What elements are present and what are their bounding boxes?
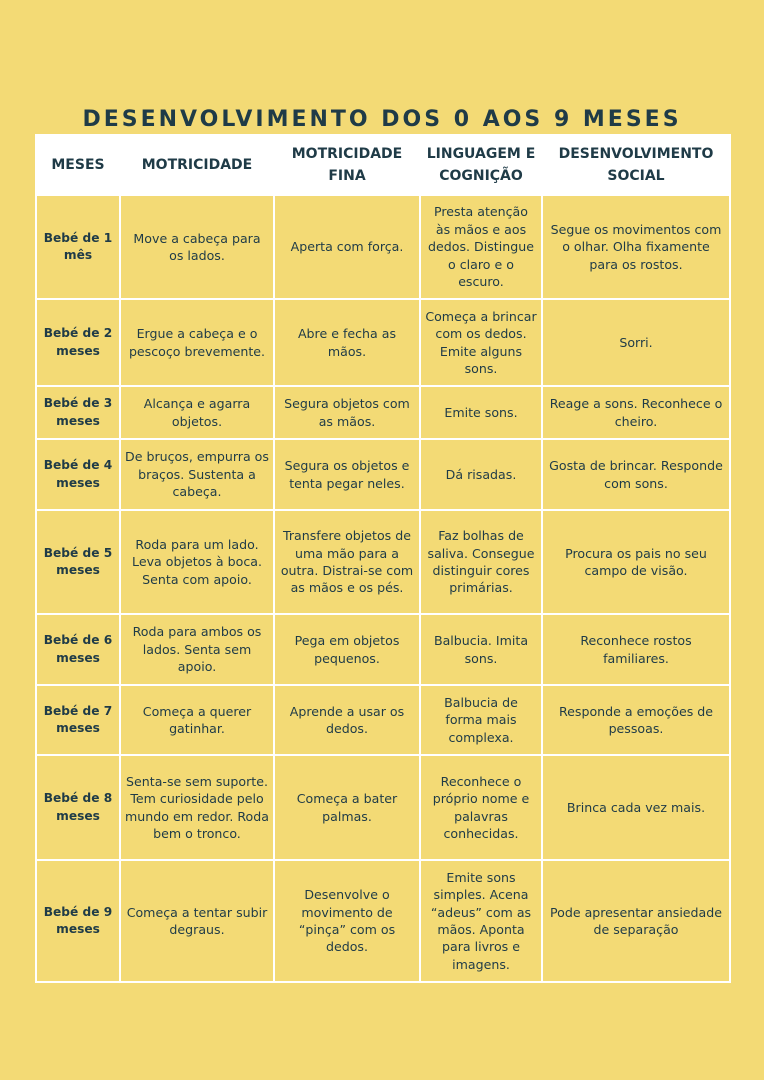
motor-cell: Roda para ambos os lados. Senta sem apoio. (120, 614, 274, 685)
header-social: DESENVOLVIMENTO SOCIAL (542, 135, 730, 195)
fine-motor-cell: Segura os objetos e tenta pegar neles. (274, 439, 420, 510)
fine-motor-cell: Abre e fecha as mãos. (274, 299, 420, 386)
development-table (35, 134, 731, 983)
social-cell: Gosta de brincar. Responde com sons. (542, 439, 730, 510)
motor-cell: Começa a tentar subir degraus. (120, 860, 274, 982)
month-cell: Bebé de 6 meses (36, 614, 120, 685)
month-cell: Bebé de 3 meses (36, 386, 120, 439)
social-cell: Sorri. (542, 299, 730, 386)
language-cell: Balbucia de forma mais complexa. (420, 685, 542, 755)
motor-cell: Senta-se sem suporte. Tem curiosidade pelo mundo em redor. Roda bem o tronco. (120, 755, 274, 860)
table-row (36, 299, 730, 386)
header-language: LINGUAGEM E COGNIÇÃO (420, 135, 542, 195)
social-cell: Pode apresentar ansiedade de separação (542, 860, 730, 982)
social-cell: Reage a sons. Reconhece o cheiro. (542, 386, 730, 439)
table-row (36, 439, 730, 510)
language-cell: Faz bolhas de saliva. Consegue distinguir cores primárias. (420, 510, 542, 614)
month-cell: Bebé de 1 mês (36, 195, 120, 299)
fine-motor-cell: Aprende a usar os dedos. (274, 685, 420, 755)
table-row (36, 860, 730, 982)
motor-cell: De bruços, empurra os braços. Sustenta a cabeça. (120, 439, 274, 510)
fine-motor-cell: Desenvolve o movimento de “pinça” com os dedos. (274, 860, 420, 982)
social-cell: Segue os movimentos com o olhar. Olha fixamente para os rostos. (542, 195, 730, 299)
table-row (36, 386, 730, 439)
social-cell: Responde a emoções de pessoas. (542, 685, 730, 755)
fine-motor-cell: Pega em objetos pequenos. (274, 614, 420, 685)
header-fine-motor: MOTRICIDADE FINA (274, 135, 420, 195)
language-cell: Emite sons simples. Acena “adeus” com as mãos. Aponta para livros e imagens. (420, 860, 542, 982)
social-cell: Reconhece rostos familiares. (542, 614, 730, 685)
table-row (36, 195, 730, 299)
motor-cell: Move a cabeça para os lados. (120, 195, 274, 299)
month-cell: Bebé de 9 meses (36, 860, 120, 982)
motor-cell: Roda para um lado. Leva objetos à boca. Senta com apoio. (120, 510, 274, 614)
fine-motor-cell: Segura objetos com as mãos. (274, 386, 420, 439)
table-row (36, 685, 730, 755)
month-cell: Bebé de 7 meses (36, 685, 120, 755)
table-row (36, 510, 730, 614)
language-cell: Presta atenção às mãos e aos dedos. Distingue o claro e o escuro. (420, 195, 542, 299)
table-row (36, 755, 730, 860)
fine-motor-cell: Aperta com força. (274, 195, 420, 299)
month-cell: Bebé de 8 meses (36, 755, 120, 860)
table-row (36, 614, 730, 685)
month-cell: Bebé de 5 meses (36, 510, 120, 614)
table-header-row (36, 135, 730, 195)
social-cell: Procura os pais no seu campo de visão. (542, 510, 730, 614)
motor-cell: Ergue a cabeça e o pescoço brevemente. (120, 299, 274, 386)
language-cell: Começa a brincar com os dedos. Emite alguns sons. (420, 299, 542, 386)
fine-motor-cell: Transfere objetos de uma mão para a outra. Distrai-se com as mãos e os pés. (274, 510, 420, 614)
social-cell: Brinca cada vez mais. (542, 755, 730, 860)
motor-cell: Começa a querer gatinhar. (120, 685, 274, 755)
fine-motor-cell: Começa a bater palmas. (274, 755, 420, 860)
month-cell: Bebé de 4 meses (36, 439, 120, 510)
header-months: MESES (36, 135, 120, 195)
language-cell: Emite sons. (420, 386, 542, 439)
language-cell: Dá risadas. (420, 439, 542, 510)
month-cell: Bebé de 2 meses (36, 299, 120, 386)
page-title: DESENVOLVIMENTO DOS 0 AOS 9 MESES (82, 106, 682, 132)
language-cell: Balbucia. Imita sons. (420, 614, 542, 685)
language-cell: Reconhece o próprio nome e palavras conhecidas. (420, 755, 542, 860)
motor-cell: Alcança e agarra objetos. (120, 386, 274, 439)
header-motor: MOTRICIDADE (120, 135, 274, 195)
